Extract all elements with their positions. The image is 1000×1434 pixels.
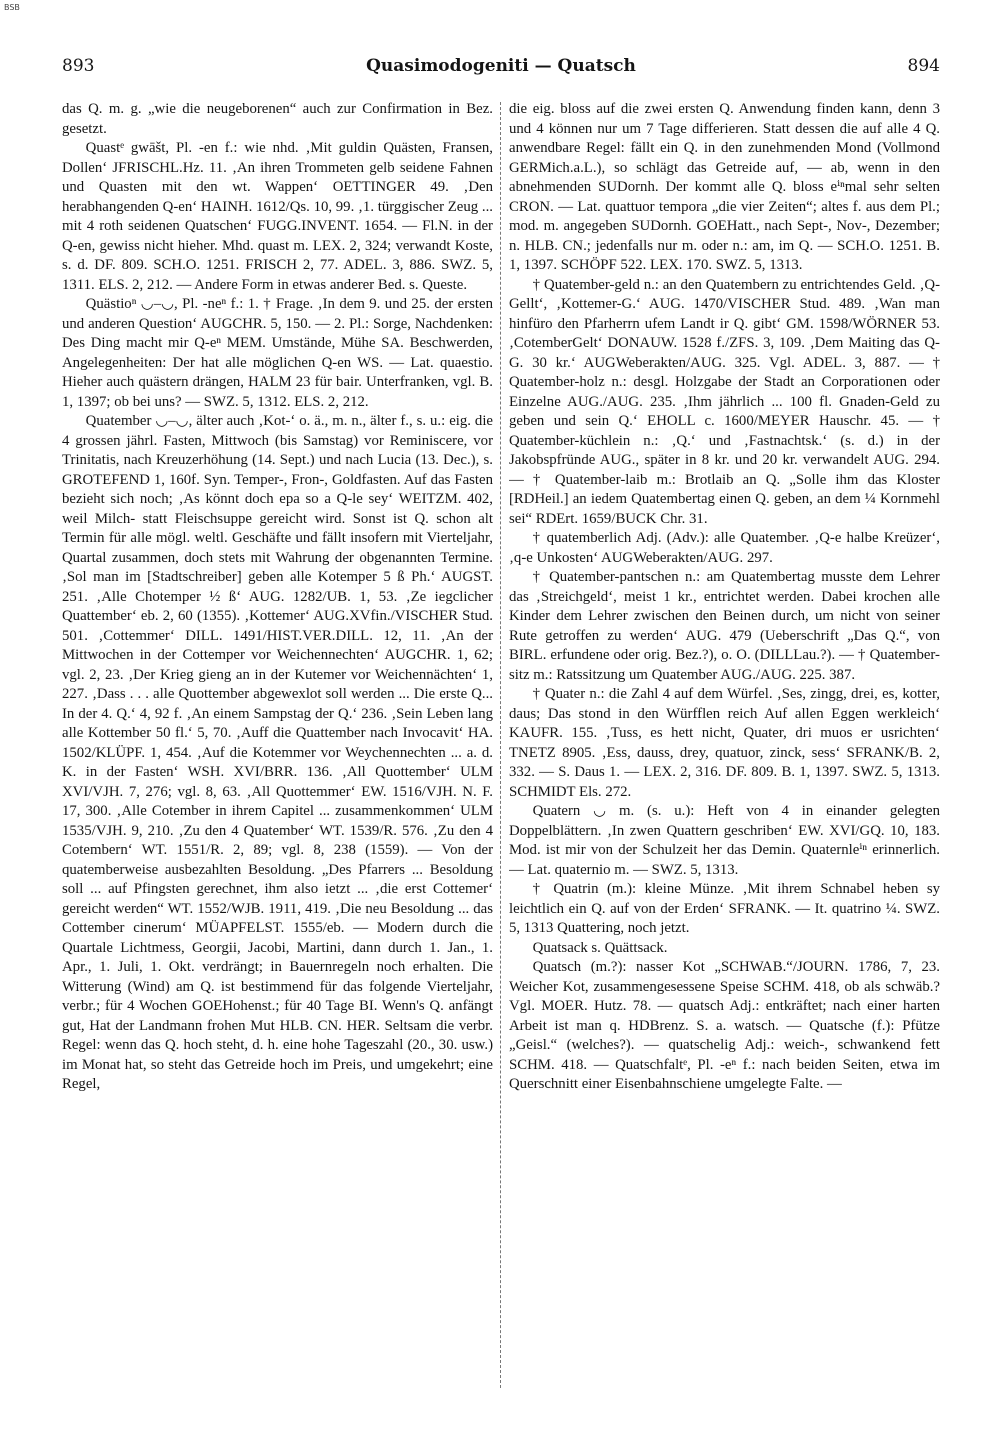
entry-quatsch: Quatsch (m.?): nasser Kot „SCHWAB.“/JOURN. 1786, 7, 23. Weicher Kot, zusammengesessene Speise SCHM. 418, ob als schwäb.? Vgl. MOER. Hutz. 78. — quatsch Adj.: entkräftet; nach einer harten Arbeit ist man q. HDBrenz. S. a. watsch. — Quatsche (f.): Pfütze „Geisl.“ (welches?). — quatschelig Adj.: weich-, schwankend fett SCHM. 418. — Quatschfaltᵉ, Pl. -eⁿ f.: nach beiden Seiten, etwa im Querschnitt einer Eisenbahnschiene umgelegte Falte. — — [509, 959, 940, 1092]
entry-quatember-pantschen: † Quatember-pantschen n.: am Quatembertag musste dem Lehrer das ‚Streichgeld‘, meist 1 kr., entrichtet werden. Dabei krochen alle Kinder dem Lehrer zwischen den Beinen durch, um nicht von seiner Rute getroffen zu werden‘ AUG. 479 (Ueberschrift „Das Q.“, von BIRL. erfundene oder orig. Bez.?), o. O. (DILLLau.?). — † Quatember-sitz m.: Ratssitzung um Quatember AUG./AUG. 225. 387. — [509, 569, 940, 683]
right-column — [509, 100, 940, 1390]
page-header — [62, 56, 940, 80]
entry-quatsack: Quatsack s. Quättsack. — [532, 939, 668, 956]
entry-quatember-cont: die eig. bloss auf die zwei ersten Q. Anwendung finden kann, denn 3 und 4 können nur um 7 Tage differieren. Statt dessen die auf alle 4 Q. anwendbare Regel: fällt ein Q. in den zunehmenden Mond (Vollmond GERMich.a.L.), so schlägt das Getreide auf, — ab, wenn in den abnehmenden SUDornh. Der kommt alle Q. bloss eⁱⁿmal sehr selten CRON. — Lat. quattuor tempora „die vier Zeiten“; altes f. aus dem Pl.; mod. m. angegeben SUDornh. GOEHatt., nach Sept-, Nov-, Dezember; n. HLB. CN.; jedenfalls nur m. oder n.: am, im Q. — SCH.O. 1251. B. 1, 1397. SCHÖPF 522. LEX. 170. SWZ. 5, 1313. — [509, 101, 940, 273]
entry-continuation: das Q. m. g. „wie die neugeborenen“ auch zur Confirmation in Bez. gesetzt. — [62, 101, 493, 137]
left-column — [62, 100, 493, 1390]
entry-quaste: Quastᵉ gwāšt, Pl. -en f.: wie nhd. ‚Mit guldin Quästen, Fransen, Dollen‘ JFRISCHL.Hz. 11. ‚An ihren Trommeten gelb seidene Fahnen und Quasten mit den wt. Wappen‘ OETTINGER 49. ‚Den herabhangenden Q-en‘ HAINH. 1612/Qs. 10, 99. ‚1. türggischer Zeug ... mit 4 roth seidenen Quatschen‘ FUGG.INVENT. 1654. — Fl.N. in der Q-en, gewiss nicht hieher. Mhd. quast m. LEX. 2, 324; verwandt Koste, s. d. DF. 809. SCH.O. 1251. FRISCH 2, 77. ADEL. 3, 886. SWZ. 5, 1311. ELS. 2, 212. — Andere Form in etwas anderer Bed. s. Queste. — [62, 140, 493, 293]
entry-quatern: Quatern ◡ m. (s. u.): Heft von 4 in einander gelegten Doppelblättern. ‚In zwen Quattern geschriben‘ EW. XVI/GQ. 10, 183. Mod. ist mir von der Schulzeit her das Demin. Quaternleⁱⁿ erinnerlich. — Lat. quaternio m. — SWZ. 5, 1313. — [509, 803, 940, 878]
page-number-left: 893 — [62, 56, 95, 76]
entry-quaestion: Quästioⁿ ◡–◡, Pl. -neⁿ f.: 1. † Frage. ‚In dem 9. und 25. der ersten und anderen Question‘ AUGCHR. 5, 150. — 2. Pl.: Sorge, Nachdenken: Des Ding macht mir Q-eⁿ MEM. Umstände, Mühe SA. Beschwerden, Angelegenheiten: Der hat alle möglichen Q-en WS. — Lat. quaestio. Hieher auch quästern drängen, HALM 23 für bair. Unterfranken, vgl. B. 1, 1397; ob bei uns? — SWZ. 5, 1312. ELS. 2, 212. — [62, 296, 493, 410]
dictionary-columns — [62, 100, 940, 1390]
running-title: Quasimodogeniti — Quatsch — [366, 56, 636, 76]
page-number-right: 894 — [907, 56, 940, 76]
entry-quatrin: † Quatrin (m.): kleine Münze. ‚Mit ihrem Schnabel heben sy leichtlich ein Q. auf von der Erden‘ SFRANK. — It. quatrino ¼. SWZ. 5, 1313 Quattering, noch jetzt. — [509, 881, 940, 936]
entry-quater: † Quater n.: die Zahl 4 auf dem Würfel. ‚Ses, zingg, drei, es, kotter, daus; Das stond in den Würfflen reich Auf allen Eggen werkleich‘ KAUFR. 155. ‚Tuss, es hett nicht, Quater, dri muos er usrichten‘ TNETZ 8905. ‚Ess, dauss, drey, quatuor, zinck, sess‘ SFRANK/B. 2, 332. — S. Daus 1. — LEX. 2, 316. DF. 809. B. 1, 1397. SWZ. 5, 1313. SCHMIDT Els. 272. — [509, 686, 940, 800]
entry-quatember: Quatember ◡–◡, älter auch ‚Kot-‘ o. ä., m. n., älter f., s. u.: eig. die 4 grossen jährl. Fasten, Mittwoch (bis Samstag) vor Reminiscere, vor Trinitatis, nach Kreuzerhöhung (14. Sept.) und nach Lucia (13. Dec.), s. GROTEFEND 1, 160f. Syn. Temper-, Fron-, Goldfasten. Auf das Fasten bezieht sich noch; ‚As könnt doch epa so a Q-le sey‘ WEITZM. 402, weil Milch- statt Fleischsuppe gereicht wird. Sonst ist Q. schon alt Termin für alle mögl. weltl. Geschäfte und fällt insofern mit Vierteljahr, Quartal zusammen, doch stets mit Wahrung der obgenannten Termine. ‚Sol man im [Stadtschreiber] geben alle Kotemper 5 ß Ph.‘ AUGST. 251. ‚Alle Chotemper ½ ß‘ AUG. 1282/UB. 1, 53. ‚Ze iegclicher Quattember‘ eb. 2, 60 (1355). ‚Kottemer‘ AUG.XVfin./VISCHER Stud. 501. ‚Cottemmer‘ DILL. 1491/HIST.VER.DILL. 12, 11. ‚An der Mittwochen in der Cottemper vor Weichennechten‘ AUGCHR. 1, 62; vgl. 2, 23. ‚Der Krieg gieng an in der Kutemer vor Weichennächten‘ 1, 227. ‚Dass . . . alle Quottember abgewexlot soll werden ... Die erste Q... In der 4. Q.‘ 4, 92 f. ‚An einem Sampstag der Q.‘ 236. ‚Sein Leben lang alle Kottember 50 fl.‘ 5, 70. ‚Auff die Quattember nach Invocavit‘ HA. 1502/KLÜPF. 1, 454. ‚Auf die Kotemmer vor Weychennechten ... a. d. K. in der Fasten‘ WSH. XVI/BRR. 136. ‚All Quottember‘ ULM XVI/VJH. 7, 276; vgl. 8, 63. ‚All Quottemmer‘ EW. 1516/VJH. N. F. 17, 300. ‚Alle Cotember in ihrem Capitel ... zusammenkommen‘ ULM 1535/VJH. 9, 210. ‚Zu den 4 Quatember‘ WT. 1539/R. 576. ‚Zu den 4 Cotembern‘ WT. 1551/R. 2, 89; vgl. 8, 238 (1559). — Von der quatemberweise ausbezahlten Besoldung. „Des Pfarrers ... Besoldung soll ... auf Pfingsten gerechnet, ihm also ietzt ... ‚die erst Cottemer‘ gereicht werden“ WT. 1552/WJB. 1911, 419. ‚Die neu Besoldung ... das Cottember cinerum‘ MÜAPFELST. 1555/eb. — Modern durch die Quartale Lichtmess, Georgii, Jacobi, Martini, dann durch 1. Jan., 1. Apr., 1. Juli, 1. Okt. verdrängt; in Bauernregeln noch erhalten. Die Witterung (Wind) am Q. ist bestimmend für das folgende Vierteljahr, verbr.; für 4 Wochen GOEHohenst.; für 40 Tage BI. Wenn's Q. anfängt gut, Hat der Landmann frohen Mut HLB. CN. HER. Seltsam die verbr. Regel: wenn das Q. hoch steht, d. h. eine hohe Tageszahl (20., 30. usw.) im Monat hat, so steht das Getreide hoch im Preis, und umgekehrt; eine Regel, — [62, 413, 493, 1092]
entry-quatemberlich: † quatemberlich Adj. (Adv.): alle Quatember. ‚Q-e halbe Kreüzer‘, ‚q-e Unkosten‘ AUGWeberakten/AUG. 297. — [509, 530, 940, 566]
library-stamp: BSB — [4, 3, 20, 12]
entry-quatember-geld: † Quatember-geld n.: an den Quatembern zu entrichtendes Geld. ‚Q-Gellt‘, ‚Kottemer-G.‘ AUG. 1470/VISCHER Stud. 489. ‚Wan man hinfüro den Pfarherrn ufem Landt ir Q. gibt‘ GM. 1598/WÖRNER 53. ‚CotemberGelt‘ DONAUW. 1528 f./ZFS. 3, 109. ‚Dem Maiting das Q-G. 30 kr.‘ AUGWeberakten/AUG. 325. Vgl. ADEL. 3, 887. — † Quatember-holz n.: desgl. Holzgabe der Stadt an Corporationen oder Einzelne AUG./AUG. 235. ‚Ihm jährlich ... 100 fl. Gnaden-Geld zu geben und sein Q.‘ EHOLL c. 1600/MEYER Hauschr. 45. — † Quatember-küchlein n.: ‚Q.‘ und ‚Fastnachtsk.‘ (s. d.) in der Jakobspfründe AUG., später in 8 kr. und 20 kr. verwandelt AUG. 294. — † Quatember-laib m.: Brotlaib an Q. „Solle ihm das Kloster [RDHeil.] an iedem Quatembertag einen Q. geben, an dem ¼ Kornmehl sei“ RDErt. 1659/BUCK Chr. 31. — [509, 276, 940, 527]
